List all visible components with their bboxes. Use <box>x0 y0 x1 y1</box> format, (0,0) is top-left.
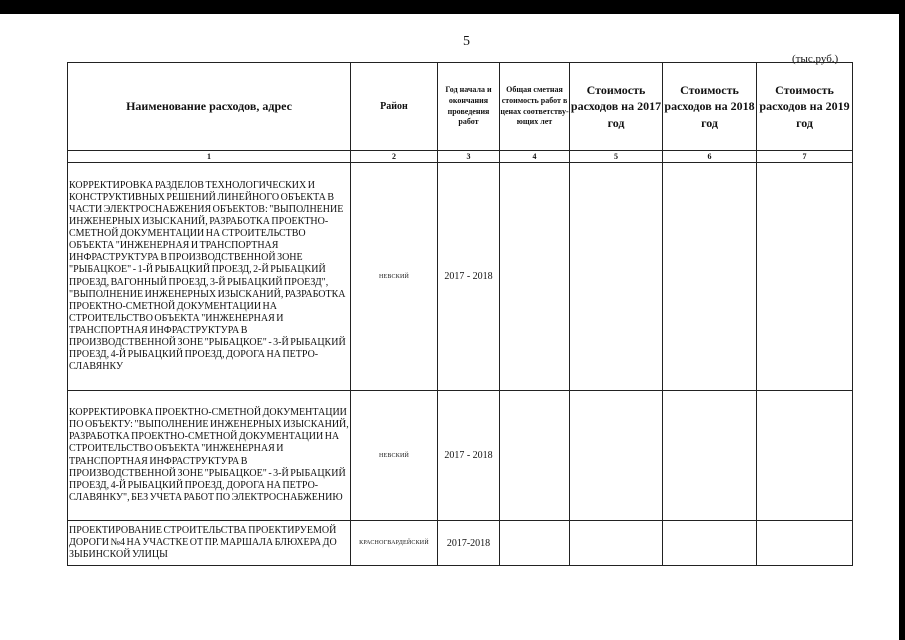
expense-name: КОРРЕКТИРОВКА ПРОЕКТНО-СМЕТНОЙ ДОКУМЕНТАЦИИ ПО ОБЪЕКТУ: "ВЫПОЛНЕНИЕ ИНЖЕНЕРНЫХ ИЗЫСКАНИЙ, РАЗРАБОТКА ПРОЕКТНО-СМЕТНОЙ ДОКУМЕНТАЦИИ НА СТРОИТЕЛЬСТВО ОБЪЕКТА "ИНЖЕНЕРНАЯ И ТРАНСПОРТНАЯ ИНФРАСТРУКТУРА В ПРОИЗВОДСТВЕННОЙ ЗОНЕ "РЫБАЦКОЕ" - 3-Й РЫБАЦКИЙ ПРОЕЗД, 4-Й РЫБАЦКИЙ ПРОЕЗД, ДОРОГА НА ПЕТРО-СЛАВЯНКУ", БЕЗ УЧЕТА РАБОТ ПО ЭЛЕКТРОСНАБЖЕНИЮ <box>68 391 351 521</box>
table-row <box>68 391 853 521</box>
header-name: Наименование расходов, адрес <box>68 63 351 151</box>
work-years: 2017 - 2018 <box>438 163 500 391</box>
column-number: 2 <box>351 151 438 163</box>
cost-2017 <box>570 391 663 521</box>
header-row <box>68 63 853 151</box>
scan-top-edge <box>0 0 905 14</box>
work-years: 2017-2018 <box>438 521 500 566</box>
district: КРАСНОГВАРДЕЙСКИЙ <box>351 521 438 566</box>
header-years: Год начала и окончания проведения работ <box>438 63 500 151</box>
column-number: 1 <box>68 151 351 163</box>
cost-2019 <box>757 391 853 521</box>
table-row <box>68 521 853 566</box>
units-note: (тыс.руб.) <box>792 53 839 65</box>
total-cost <box>500 391 570 521</box>
column-number: 6 <box>663 151 757 163</box>
page-number: 5 <box>463 34 470 49</box>
work-years: 2017 - 2018 <box>438 391 500 521</box>
cost-2018 <box>663 391 757 521</box>
table-row <box>68 163 853 391</box>
header-cost-2019: Стоимость расходов на 2019 год <box>757 63 853 151</box>
header-cost-2018: Стоимость расходов на 2018 год <box>663 63 757 151</box>
column-number: 5 <box>570 151 663 163</box>
scan-right-edge <box>899 0 905 640</box>
cost-2017 <box>570 163 663 391</box>
column-number-row <box>68 151 853 163</box>
cost-2018 <box>663 521 757 566</box>
column-number: 4 <box>500 151 570 163</box>
district: НЕВСКИЙ <box>351 163 438 391</box>
column-number: 7 <box>757 151 853 163</box>
column-number: 3 <box>438 151 500 163</box>
cost-2017 <box>570 521 663 566</box>
header-total-cost: Общая сметная стоимость работ в ценах соответству- ющих лет <box>500 63 570 151</box>
expenses-table <box>67 62 853 566</box>
header-cost-2017: Стоимость расходов на 2017 год <box>570 63 663 151</box>
cost-2019 <box>757 521 853 566</box>
total-cost <box>500 163 570 391</box>
header-district: Район <box>351 63 438 151</box>
district: НЕВСКИЙ <box>351 391 438 521</box>
expense-name: КОРРЕКТИРОВКА РАЗДЕЛОВ ТЕХНОЛОГИЧЕСКИХ И КОНСТРУКТИВНЫХ РЕШЕНИЙ ЛИНЕЙНОГО ОБЪЕКТА В ЧАСТИ ЭЛЕКТРОСНАБЖЕНИЯ ОБЪЕКТОВ: "ВЫПОЛНЕНИЕ ИНЖЕНЕРНЫХ ИЗЫСКАНИЙ, РАЗРАБОТКА ПРОЕКТНО-СМЕТНОЙ ДОКУМЕНТАЦИИ НА СТРОИТЕЛЬСТВО ОБЪЕКТА "ИНЖЕНЕРНАЯ И ТРАНСПОРТНАЯ ИНФРАСТРУКТУРА В ПРОИЗВОДСТВЕННОЙ ЗОНЕ "РЫБАЦКОЕ" - 1-Й РЫБАЦКИЙ ПРОЕЗД, 2-Й РЫБАЦКИЙ ПРОЕЗД, ВАГОННЫЙ ПРОЕЗД, 3-Й РЫБАЦКИЙ ПРОЕЗД", "ВЫПОЛНЕНИЕ ИНЖЕНЕРНЫХ ИЗЫСКАНИЙ, РАЗРАБОТКА ПРОЕКТНО-СМЕТНОЙ ДОКУМЕНТАЦИИ НА СТРОИТЕЛЬСТВО ОБЪЕКТА "ИНЖЕНЕРНАЯ И ТРАНСПОРТНАЯ ИНФРАСТРУКТУРА В ПРОИЗВОДСТВЕННОЙ ЗОНЕ "РЫБАЦКОЕ" - 3-Й РЫБАЦКИЙ ПРОЕЗД, 4-Й РЫБАЦКИЙ ПРОЕЗД, ДОРОГА НА ПЕТРО-СЛАВЯНКУ <box>68 163 351 391</box>
cost-2018 <box>663 163 757 391</box>
cost-2019 <box>757 163 853 391</box>
expense-name: ПРОЕКТИРОВАНИЕ СТРОИТЕЛЬСТВА ПРОЕКТИРУЕМОЙ ДОРОГИ №4 НА УЧАСТКЕ ОТ ПР. МАРШАЛА БЛЮХЕРА ДО ЗЫБИНСКОЙ УЛИЦЫ <box>68 521 351 566</box>
total-cost <box>500 521 570 566</box>
